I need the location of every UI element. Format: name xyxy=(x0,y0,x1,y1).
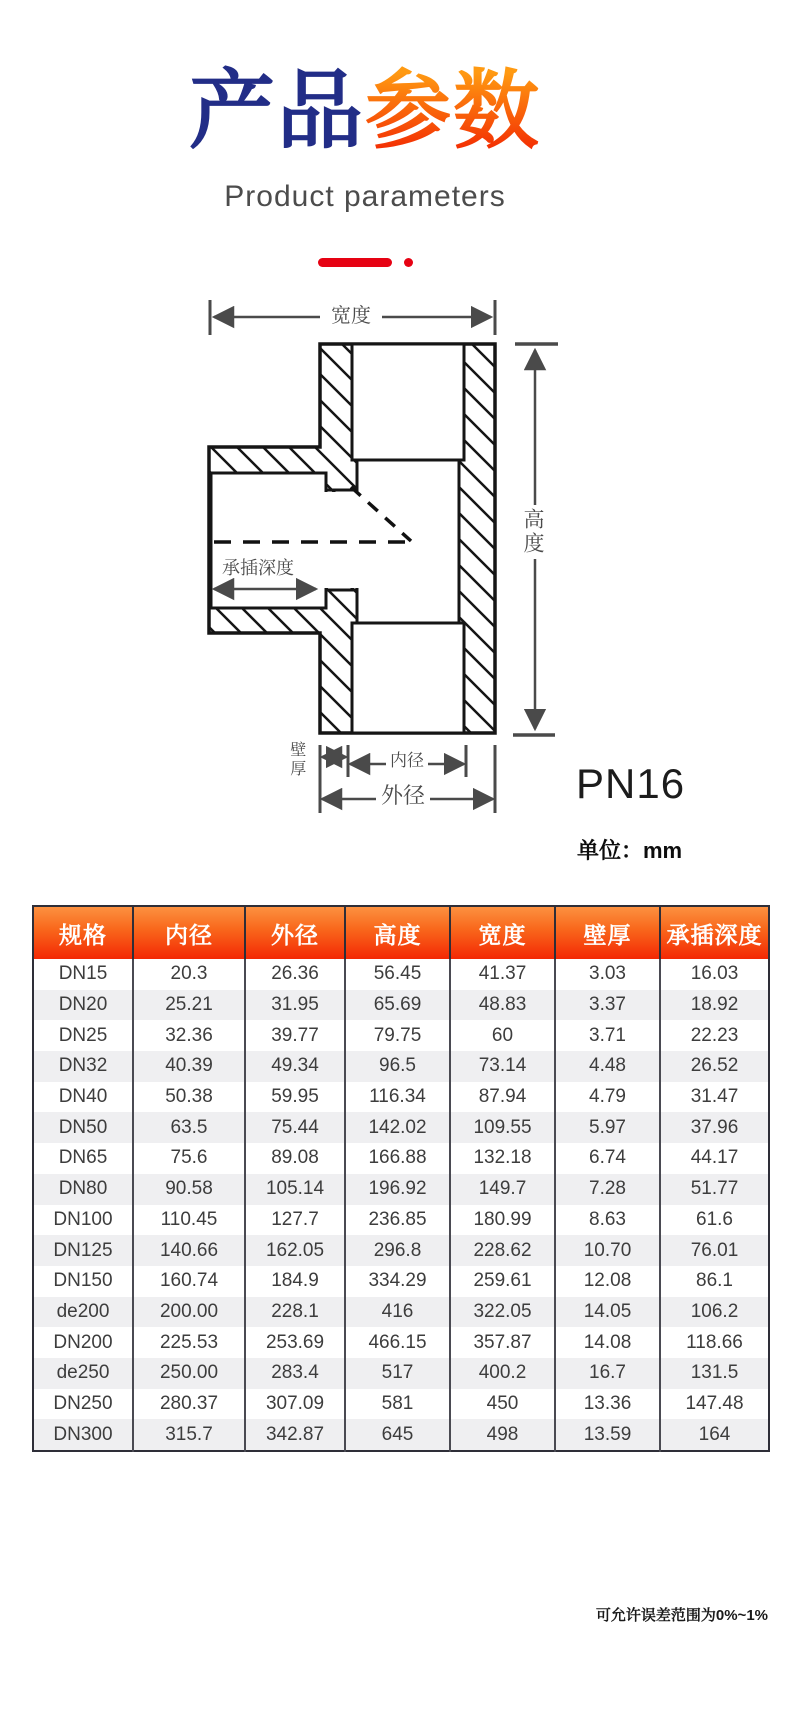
table-row xyxy=(33,1419,769,1451)
table-row xyxy=(33,1174,769,1205)
table-cell: DN50 xyxy=(33,1112,133,1143)
width-dim-label: 宽度 xyxy=(320,306,382,327)
table-cell: 6.74 xyxy=(555,1143,660,1174)
table-cell: 466.15 xyxy=(345,1327,450,1358)
table-cell: 259.61 xyxy=(450,1266,555,1297)
table-cell: 132.18 xyxy=(450,1143,555,1174)
table-cell: 307.09 xyxy=(245,1389,345,1420)
table-cell: 13.59 xyxy=(555,1419,660,1451)
table-row xyxy=(33,1297,769,1328)
table-cell: 253.69 xyxy=(245,1327,345,1358)
wall-thickness-label: 壁厚 xyxy=(287,741,305,779)
table-cell: 76.01 xyxy=(690,1239,739,1261)
height-dim-label: 高度 xyxy=(519,505,545,559)
table-cell: DN25 xyxy=(33,1020,133,1051)
table-cell: 342.87 xyxy=(245,1419,345,1451)
table-cell: DN20 xyxy=(33,990,133,1021)
table-cell: 147.48 xyxy=(685,1392,744,1414)
table-cell: DN250 xyxy=(33,1389,133,1420)
table-row xyxy=(33,1327,769,1358)
table-cell: 12.08 xyxy=(555,1266,660,1297)
table-cell: 105.14 xyxy=(245,1174,345,1205)
table-header-cell: 承插深度 xyxy=(660,906,769,959)
table-header-cell: 规格 xyxy=(33,906,133,959)
table-row xyxy=(33,1235,769,1266)
spec-table xyxy=(32,905,770,1452)
table-row xyxy=(33,1020,769,1051)
page-title xyxy=(0,58,730,166)
table-cell: DN200 xyxy=(33,1327,133,1358)
table-cell: 131.5 xyxy=(690,1362,739,1384)
spec-table-body xyxy=(33,959,769,1451)
table-cell: 228.62 xyxy=(450,1235,555,1266)
table-cell: 50.38 xyxy=(133,1082,245,1113)
table-cell: 65.69 xyxy=(345,990,450,1021)
table-cell: 357.87 xyxy=(450,1327,555,1358)
table-row xyxy=(33,1358,769,1389)
table-row xyxy=(33,1205,769,1236)
table-cell: 5.97 xyxy=(555,1112,660,1143)
table-cell: 416 xyxy=(345,1297,450,1328)
table-cell: 283.4 xyxy=(245,1358,345,1389)
table-cell: 142.02 xyxy=(345,1112,450,1143)
table-cell: 162.05 xyxy=(245,1235,345,1266)
table-cell: 22.23 xyxy=(690,1024,739,1046)
table-cell: 14.05 xyxy=(555,1297,660,1328)
table-cell: 8.63 xyxy=(555,1205,660,1236)
table-cell: 73.14 xyxy=(450,1051,555,1082)
table-cell: 109.55 xyxy=(450,1112,555,1143)
table-cell: 127.7 xyxy=(245,1205,345,1236)
table-cell: 4.48 xyxy=(555,1051,660,1082)
table-cell: 160.74 xyxy=(133,1266,245,1297)
table-cell: 63.5 xyxy=(133,1112,245,1143)
table-cell: 10.70 xyxy=(555,1235,660,1266)
table-cell: 149.7 xyxy=(450,1174,555,1205)
table-cell: 645 xyxy=(345,1419,450,1451)
unit-label: 单位：mm xyxy=(577,838,683,863)
table-row xyxy=(33,1266,769,1297)
table-header-cell: 内径 xyxy=(133,906,245,959)
table-header-cell: 宽度 xyxy=(450,906,555,959)
table-cell: 39.77 xyxy=(245,1020,345,1051)
table-cell: 110.45 xyxy=(133,1205,245,1236)
table-cell: 16.03 xyxy=(690,963,739,985)
table-cell: 31.95 xyxy=(245,990,345,1021)
outer-dia-label: 外径 xyxy=(376,784,430,807)
table-cell: 106.2 xyxy=(690,1300,739,1322)
table-cell: 96.5 xyxy=(345,1051,450,1082)
table-cell: DN300 xyxy=(33,1419,133,1451)
table-cell: 44.17 xyxy=(690,1147,739,1169)
table-cell: 4.79 xyxy=(555,1082,660,1113)
spec-table-header-row xyxy=(33,906,769,959)
table-cell: 196.92 xyxy=(345,1174,450,1205)
table-cell: 26.52 xyxy=(690,1055,739,1077)
table-cell: 3.37 xyxy=(555,990,660,1021)
table-cell: 20.3 xyxy=(133,959,245,990)
table-cell: 3.71 xyxy=(555,1020,660,1051)
table-cell: 116.34 xyxy=(345,1082,450,1113)
table-cell: 400.2 xyxy=(450,1358,555,1389)
table-cell: 3.03 xyxy=(555,959,660,990)
page-subtitle: Product parameters xyxy=(224,180,506,213)
table-cell: 184.9 xyxy=(245,1266,345,1297)
table-cell: 49.34 xyxy=(245,1051,345,1082)
table-cell: 56.45 xyxy=(345,959,450,990)
table-cell: 280.37 xyxy=(133,1389,245,1420)
table-cell: 37.96 xyxy=(690,1116,739,1138)
table-cell: 164 xyxy=(698,1423,731,1445)
table-cell: de250 xyxy=(33,1358,133,1389)
table-cell: DN80 xyxy=(33,1174,133,1205)
top-socket-cavity xyxy=(352,344,464,460)
table-cell: 166.88 xyxy=(345,1143,450,1174)
inner-dia-label: 内径 xyxy=(386,752,428,770)
socket-depth-label: 承插深度 xyxy=(222,558,294,578)
table-cell: 60 xyxy=(450,1020,555,1051)
table-cell: 118.66 xyxy=(686,1331,743,1353)
table-cell: 26.36 xyxy=(245,959,345,990)
table-cell: 89.08 xyxy=(245,1143,345,1174)
table-cell: 61.6 xyxy=(696,1208,733,1230)
table-row xyxy=(33,990,769,1021)
table-cell: 51.77 xyxy=(690,1178,739,1200)
table-cell: 517 xyxy=(345,1358,450,1389)
table-cell: DN32 xyxy=(33,1051,133,1082)
pressure-rating: PN16 xyxy=(576,760,686,807)
table-cell: 315.7 xyxy=(133,1419,245,1451)
table-cell: de200 xyxy=(33,1297,133,1328)
tolerance-note: 可允许误差范围为0%~1% xyxy=(595,1607,768,1624)
table-cell: 236.85 xyxy=(345,1205,450,1236)
table-cell: 228.1 xyxy=(245,1297,345,1328)
table-cell: 14.08 xyxy=(555,1327,660,1358)
table-cell: 90.58 xyxy=(133,1174,245,1205)
table-cell: 79.75 xyxy=(345,1020,450,1051)
table-row xyxy=(33,959,769,990)
table-cell: 13.36 xyxy=(555,1389,660,1420)
table-cell: 450 xyxy=(450,1389,555,1420)
table-cell: DN15 xyxy=(33,959,133,990)
table-cell: DN65 xyxy=(33,1143,133,1174)
table-row xyxy=(33,1082,769,1113)
table-row xyxy=(33,1051,769,1082)
table-cell: 16.7 xyxy=(555,1358,660,1389)
table-header-cell: 外径 xyxy=(245,906,345,959)
table-row xyxy=(33,1143,769,1174)
table-cell: DN40 xyxy=(33,1082,133,1113)
table-cell: 296.8 xyxy=(345,1235,450,1266)
table-cell: 32.36 xyxy=(133,1020,245,1051)
table-cell: 75.6 xyxy=(133,1143,245,1174)
table-cell: 87.94 xyxy=(450,1082,555,1113)
table-cell: DN125 xyxy=(33,1235,133,1266)
tee-fitting-diagram xyxy=(170,250,620,820)
branch-neck-cavity xyxy=(324,492,359,588)
table-row xyxy=(33,1389,769,1420)
table-cell: 334.29 xyxy=(345,1266,450,1297)
table-cell: 59.95 xyxy=(245,1082,345,1113)
table-cell: DN150 xyxy=(33,1266,133,1297)
table-cell: 48.83 xyxy=(450,990,555,1021)
table-header-cell: 高度 xyxy=(345,906,450,959)
table-cell: 498 xyxy=(450,1419,555,1451)
table-cell: 75.44 xyxy=(245,1112,345,1143)
table-cell: 140.66 xyxy=(133,1235,245,1266)
table-row xyxy=(33,1112,769,1143)
table-cell: 18.92 xyxy=(690,994,739,1016)
table-cell: 250.00 xyxy=(133,1358,245,1389)
table-cell: 25.21 xyxy=(133,990,245,1021)
table-cell: 40.39 xyxy=(133,1051,245,1082)
table-cell: 86.1 xyxy=(696,1270,733,1292)
bottom-socket-cavity xyxy=(352,623,464,733)
page-title-primary: 产品 xyxy=(189,63,365,159)
table-cell: 581 xyxy=(345,1389,450,1420)
page-title-accent: 参数 xyxy=(365,63,541,159)
table-cell: 31.47 xyxy=(690,1086,739,1108)
table-cell: 7.28 xyxy=(555,1174,660,1205)
table-cell: 322.05 xyxy=(450,1297,555,1328)
table-cell: 41.37 xyxy=(450,959,555,990)
spec-table-container xyxy=(32,905,768,1452)
table-cell: 225.53 xyxy=(133,1327,245,1358)
table-header-cell: 壁厚 xyxy=(555,906,660,959)
table-cell: 180.99 xyxy=(450,1205,555,1236)
table-cell: 200.00 xyxy=(133,1297,245,1328)
table-cell: DN100 xyxy=(33,1205,133,1236)
